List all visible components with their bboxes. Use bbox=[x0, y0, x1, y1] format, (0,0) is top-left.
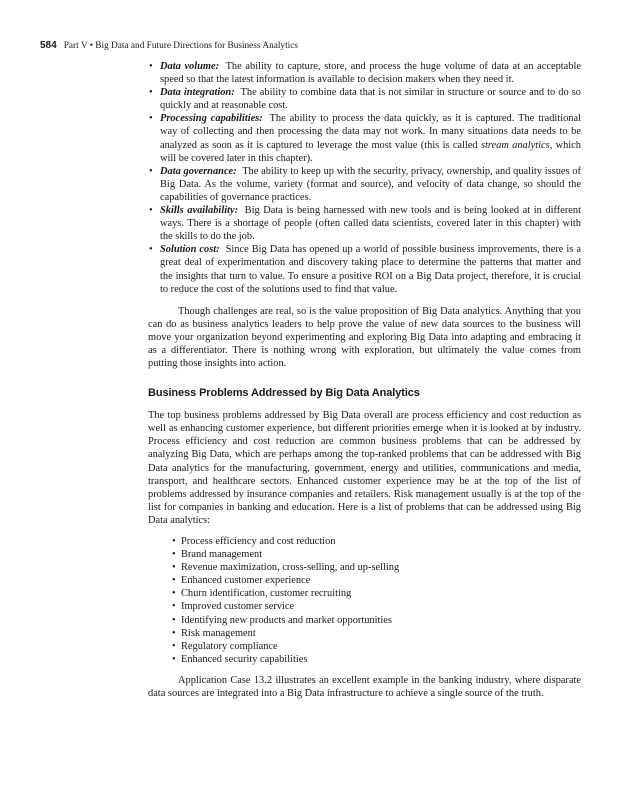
value-paragraph: Though challenges are real, so is the value proposition of Big Data analytics. Anything that you can do as business analytics leaders to help prove the value of new data sources to the business will move your organization beyond experimenting and exploring Big Data into adapting and embracing it as a differentiator. There is nothing wrong with exploration, but ultimately the value comes from putting those insights into action. bbox=[148, 305, 581, 370]
list-item: • Process efficiency and cost reduction bbox=[148, 535, 581, 548]
bullet-text: The ability to keep up with the security, privacy, ownership, and quality issues of Big Data. As the volume, variety (format and source), and velocity of data change, so should the capabilities of governance practices. bbox=[160, 165, 581, 203]
list-item: • Revenue maximization, cross-selling, and up-selling bbox=[148, 561, 581, 574]
body-text bbox=[148, 60, 581, 700]
page-number: 584 bbox=[40, 40, 57, 51]
list-item: • Risk management bbox=[148, 627, 581, 640]
bullet-term: Data governance: bbox=[160, 165, 237, 177]
list-item: • Regulatory compliance bbox=[148, 640, 581, 653]
list-item bbox=[148, 112, 581, 164]
bullet-term: Data integration: bbox=[160, 87, 235, 99]
bullet-text-end: , which will be covered later in this chapter). bbox=[160, 139, 581, 164]
list-item bbox=[148, 243, 581, 295]
list-item bbox=[148, 86, 581, 112]
bullet-term: Solution cost: bbox=[160, 244, 220, 256]
list-item: • Identifying new products and market opportunities bbox=[148, 614, 581, 627]
header-title: Big Data and Future Directions for Business Analytics bbox=[95, 41, 298, 51]
list-item bbox=[148, 165, 581, 204]
list-item: • Churn identification, customer recruiting bbox=[148, 587, 581, 600]
closing-paragraph: Application Case 13.2 illustrates an excellent example in the banking industry, where disparate data sources are integrated into a Big Data infrastructure to achieve a single source of the truth. bbox=[148, 674, 581, 700]
bullet-text: The ability to combine data that is not similar in structure or source and to do so quickly and at reasonable cost. bbox=[160, 87, 581, 112]
bullet-text: The ability to capture, store, and process the huge volume of data at an acceptable speed so that the latest information is available to decision makers when they need it. bbox=[160, 61, 581, 86]
list-item: • Improved customer service bbox=[148, 600, 581, 613]
bullet-text: Since Big Data has opened up a world of possible business improvements, there is a great deal of experimentation and discovery taking place to determine the patterns that matter and the insights that turn to value. To ensure a positive ROI on a Big Data project, therefore, it is crucial to reduce the cost of the solutions used to find that value. bbox=[160, 244, 581, 295]
list-item: • Enhanced customer experience bbox=[148, 574, 581, 587]
section-paragraph: The top business problems addressed by Big Data overall are process efficiency and cost reduction as well as enhancing customer experience, but different priorities emerge when it is looked at by industry. Process efficiency and cost reduction are common business problems that can be addressed by analyzing Big Data, which are perhaps among the top-ranked problems that can be addressed with Big Data analytics for the manufacturing, government, energy and utilities, communications and media, transport, and healthcare sectors. Enhanced customer experience may be at the top of the list of problems addressed by insurance companies and retailers. Risk management usually is at the top of the list for companies in banking and education. Here is a list of problems that can be addressed using Big Data analytics: bbox=[148, 410, 581, 526]
list-item bbox=[148, 60, 581, 86]
list-item: • Brand management bbox=[148, 548, 581, 561]
bullet-italic-term: stream analytics bbox=[480, 139, 550, 151]
bullet-term: Skills availability: bbox=[160, 205, 239, 217]
list-item: • Enhanced security capabilities bbox=[148, 653, 581, 666]
bullet-term: Processing capabilities: bbox=[160, 113, 263, 125]
bullet-text: The ability to process the data quickly, as it is captured. The traditional way of collecting and then processing the data may not work. In many situations data needs to be analyzed as soon as it is captured to leverage the most value (this is called bbox=[160, 113, 581, 151]
problems-list bbox=[148, 535, 581, 666]
running-header bbox=[40, 40, 298, 52]
header-separator: • bbox=[89, 41, 93, 51]
bullet-term: Data volume: bbox=[160, 61, 220, 72]
section-heading: Business Problems Addressed by Big Data Analytics bbox=[148, 387, 420, 400]
challenges-list bbox=[148, 60, 581, 296]
list-item bbox=[148, 204, 581, 243]
part-label: Part V bbox=[63, 41, 88, 51]
bullet-text: Big Data is being harnessed with new tools and is being looked at in different ways. There is a shortage of people (often called data scientists, covered later in this chapter) with the skills to do the job. bbox=[160, 205, 581, 243]
